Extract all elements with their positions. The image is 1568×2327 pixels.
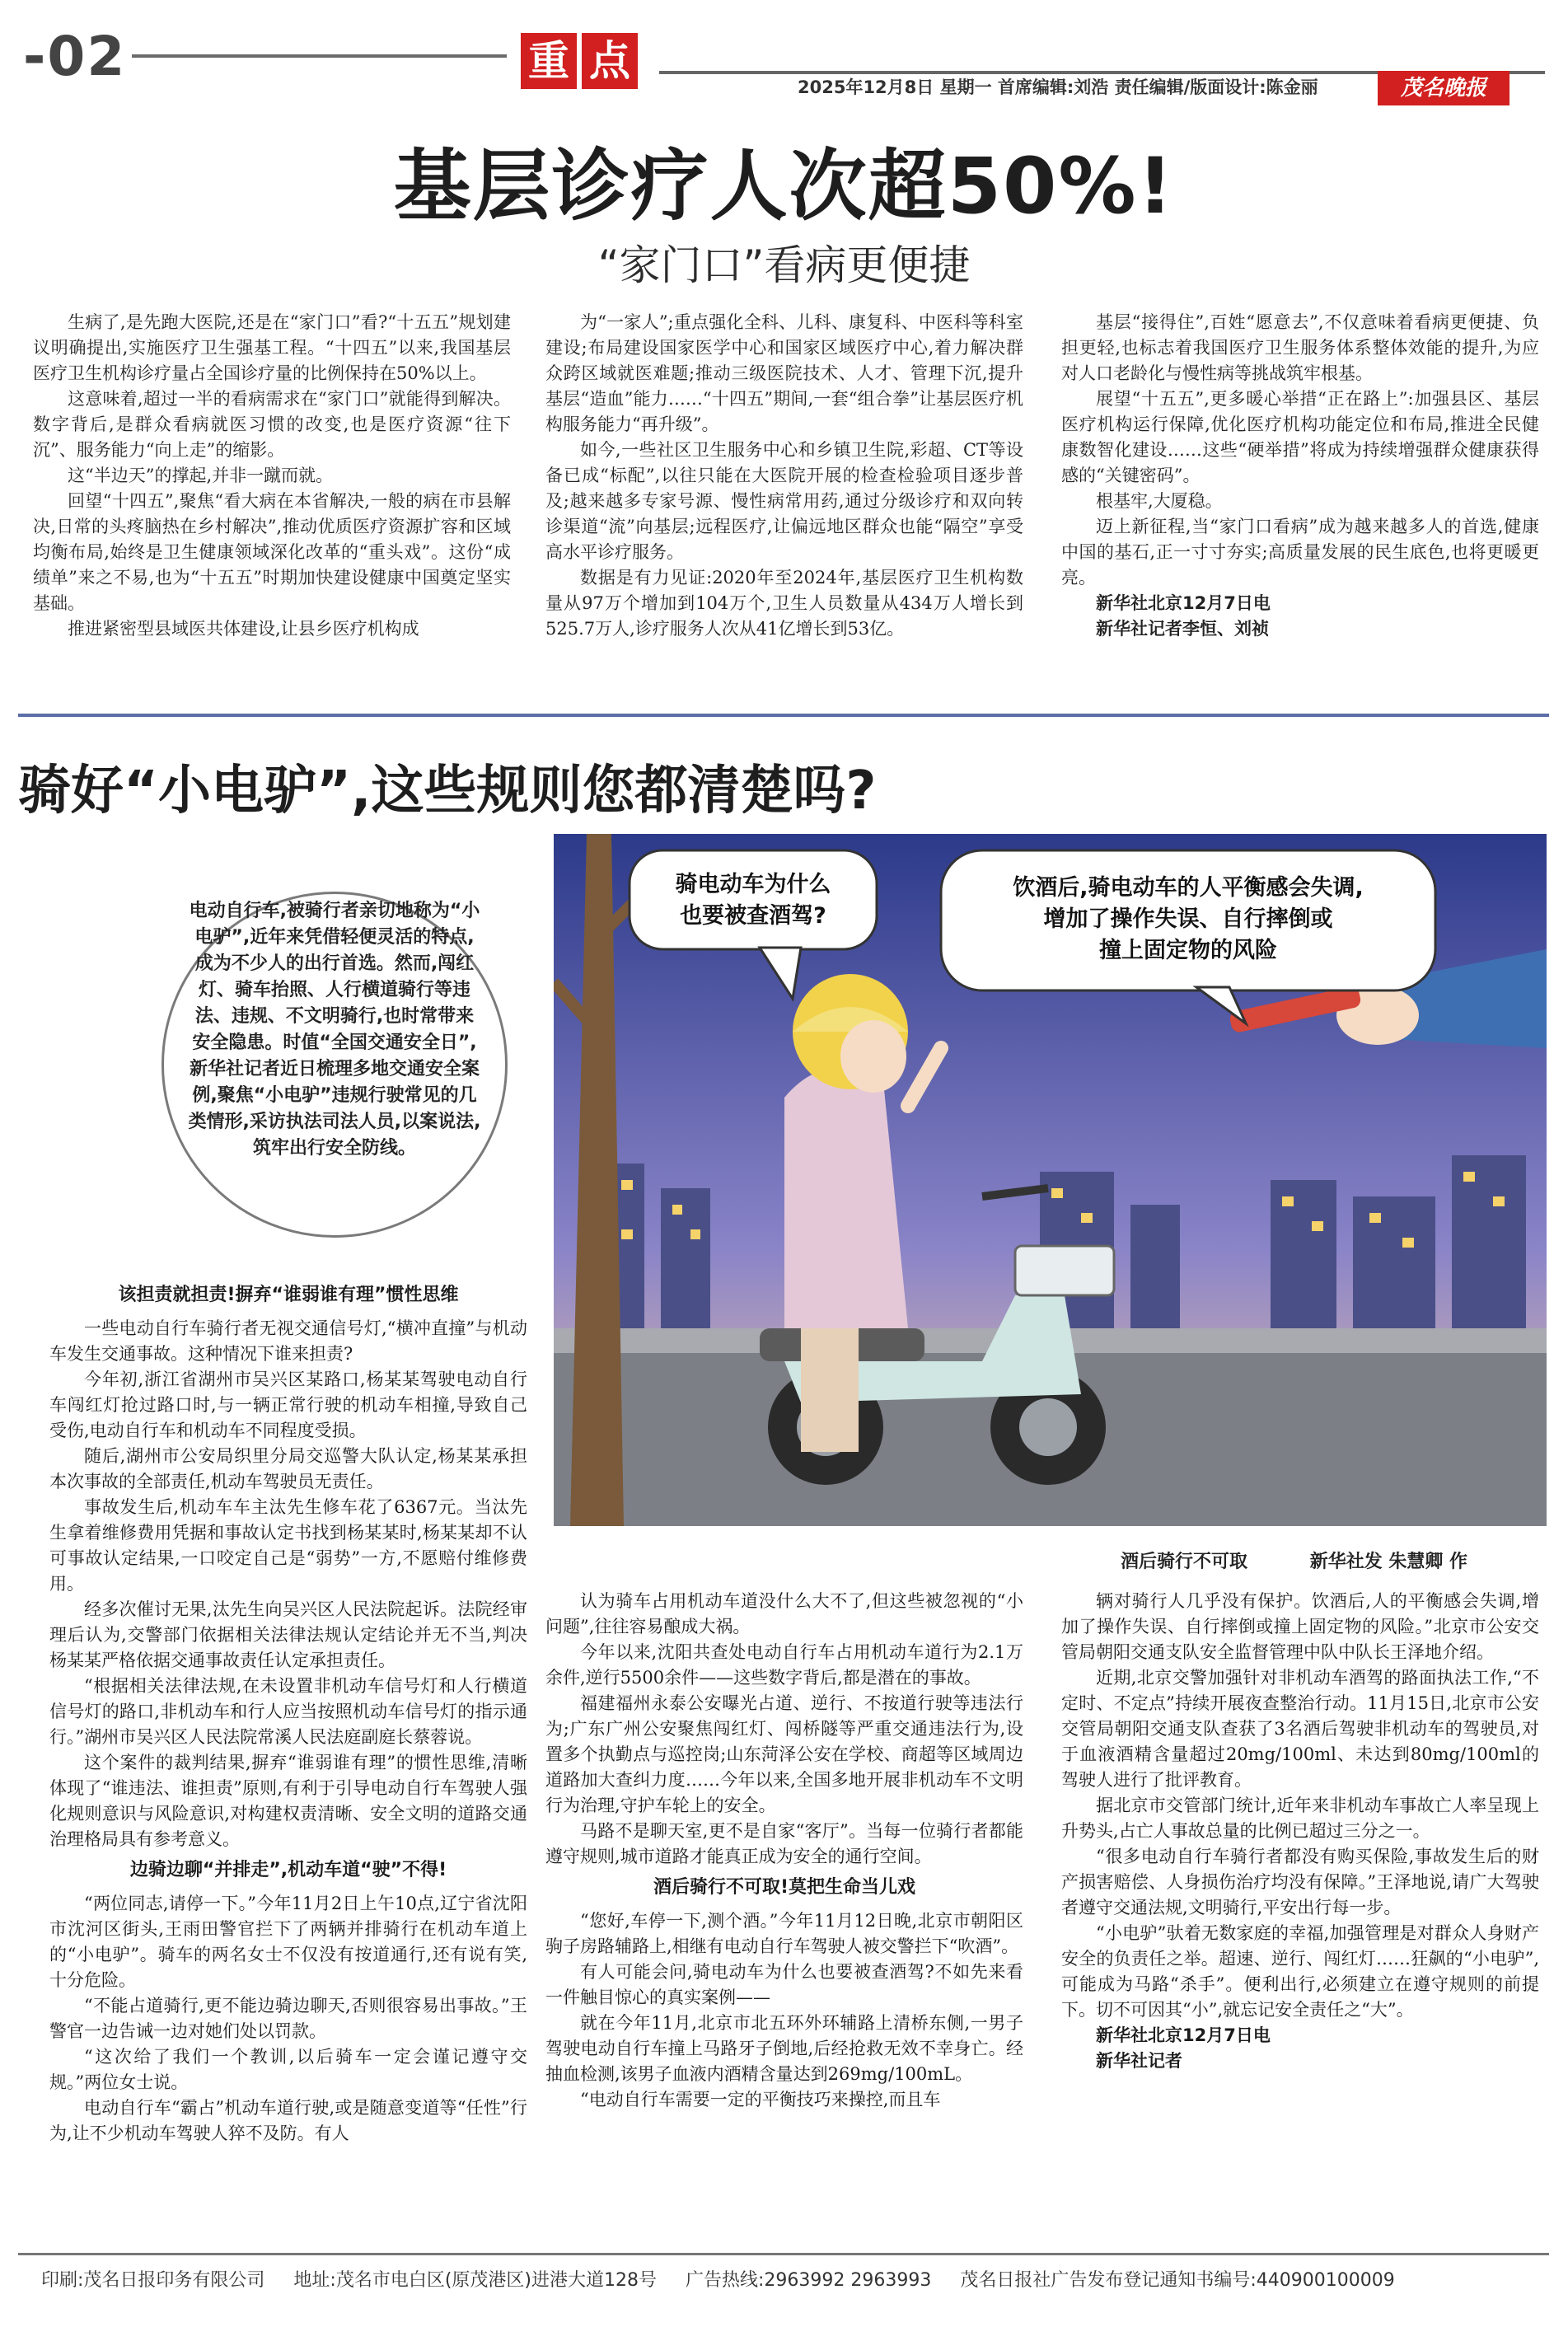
paragraph: “不能占道骑行,更不能边骑边聊天,否则很容易出事故。”王警官一边告诫一边对她们处以罚款。 — [49, 1996, 527, 2041]
cartoon-caption — [1121, 1547, 1524, 1573]
paragraph: 这个案件的裁判结果,摒弃“谁弱谁有理”的惯性思维,清晰体现了“谁违法、谁担责”原则,有利于引导电动自行车驾驶人强化规则意识与风险意识,对构建权责清晰、安全文明的道路交通治理格局具有参考意义。 — [49, 1753, 527, 1849]
article1-column-3 — [1061, 310, 1539, 672]
paragraph: 回望“十四五”,聚焦“看大病在本省解决,一般的病在市县解决,日常的头疼脑热在乡村解决”,推动优质医疗资源扩容和区域均衡布局,始终是卫生健康领域深化改革的“重头戏”。这份“成绩单”来之不易,也为“十五五”时期加快建设健康中国奠定坚实基础。 — [33, 491, 511, 613]
bubble-left-line1: 骑电动车为什么 — [675, 872, 831, 897]
paragraph: 为“一家人”;重点强化全科、儿科、康复科、中医科等科室建设;布局建设国家医学中心和国家区域医疗中心,着力解决群众跨区域就医难题;推动三级医院技术、人才、管理下沉,提升基层“造血”能力……“十四五”期间,一套“组合拳”让基层医疗机构服务能力“再升级”。 — [545, 312, 1023, 434]
paragraph: 推进紧密型县域医共体建设,让县乡医疗机构成 — [68, 619, 419, 639]
paragraph: “很多电动自行车骑行者都没有购买保险,事故发生后的财产损害赔偿、人身损伤治疗均没有保障。”王泽地说,请广大驾驶者遵守交通法规,文明骑行,平安出行每一步。 — [1061, 1847, 1539, 1917]
article2-column-middle — [545, 1589, 1023, 2240]
intro-text: 电动自行车,被骑行者亲切地称为“小电驴”,近年来凭借轻便灵活的特点,成为不少人的出行首选。然而,闯红灯、骑车抬照、人行横道骑行等违法、违规、不文明骑行,也时常带来安全隐患。时值“全国交通安全日”,新华社记者近日梳理多地交通安全案例,聚焦“小电驴”违规行驶常见的几类情形,采访执法司法人员,以案说法,筑牢出行安全防线。 — [188, 901, 481, 1159]
paragraph: 有人可能会问,骑电动车为什么也要被查酒驾?不如先来看一件触目惊心的真实案例—— — [545, 1962, 1023, 2007]
section-char-2: 点 — [582, 33, 638, 89]
section-subhead: 该担责就担责!摒弃“谁弱谁有理”惯性思维 — [118, 1285, 459, 1305]
article1-byline: 新华社记者李恒、刘祯 — [1096, 619, 1269, 639]
paragraph: 这意味着,超过一半的看病需求在“家门口”就能得到解决。数字背后,是群众看病就医习惯的改变,也是医疗资源“往下沉”、服务能力“向上走”的缩影。 — [33, 389, 511, 460]
bubble-right-line3: 撞上固定物的风险 — [1099, 938, 1277, 963]
paragraph: “电动自行车需要一定的平衡技巧来操控,而且车 — [580, 2090, 941, 2109]
paragraph: “两位同志,请停一下。”今年11月2日上午10点,辽宁省沈阳市沈河区街头,王雨田警官拦下了两辆并排骑行在机动车道上的“小电驴”。骑车的两名女士不仅没有按道通行,还有说有笑,十分危险。 — [49, 1894, 527, 1990]
article1-column-2 — [545, 310, 1023, 672]
article2-dateline: 新华社北京12月7日电 — [1096, 2025, 1271, 2045]
footer-address: 地址:茂名市电白区(原茂港区)进港大道128号 — [293, 2270, 657, 2291]
paragraph: 今年以来,沈阳共查处电动自行车占用机动车道行为2.1万余件,逆行5500余件——这些数字背后,都是潜在的事故。 — [545, 1642, 1023, 1688]
paragraph: 随后,湖州市公安局织里分局交巡警大队认定,杨某某承担本次事故的全部责任,机动车驾驶员无责任。 — [49, 1446, 527, 1491]
footer-printer: 印刷:茂名日报印务有限公司 — [41, 2270, 265, 2291]
header-rule-left — [132, 54, 507, 58]
paragraph: 根基牢,大厦稳。 — [1096, 491, 1223, 511]
article1-headline: 基层诊疗人次超50%! — [393, 142, 1175, 232]
paragraph: 基层“接得住”,百姓“愿意去”,不仅意味着看病更便捷、负担更轻,也标志着我国医疗卫生服务体系整体效能的提升,为应对人口老龄化与慢性病等挑战筑牢根基。 — [1061, 312, 1539, 383]
paragraph: 认为骑车占用机动车道没什么大不了,但这些被忽视的“小问题”,往往容易酿成大祸。 — [545, 1591, 1023, 1636]
page-footer — [41, 2266, 1541, 2292]
paragraph: 经多次催讨无果,汰先生向吴兴区人民法院起诉。法院经审理后认为,交警部门依据相关法律法规认定结论并无不当,判决杨某某严格依据交通事故责任认定承担责任。 — [49, 1599, 527, 1670]
article-divider — [18, 714, 1549, 717]
paragraph: 据北京市交管部门统计,近年来非机动车事故亡人率呈现上升势头,占亡人事故总量的比例已超过三分之一。 — [1061, 1796, 1539, 1841]
article1-dateline: 新华社北京12月7日电 — [1096, 593, 1271, 613]
paragraph: 福建福州永泰公安曝光占道、逆行、不按道行驶等违法行为;广东广州公安聚焦闯红灯、闯桥隧等严重交通违法行为,设置多个执勤点与巡控岗;山东菏泽公安在学校、商超等区域周边道路加大查纠力度……今年以来,全国多地开展非机动车不文明行为治理,守护车轮上的安全。 — [545, 1693, 1023, 1815]
paragraph: 展望“十五五”,更多暖心举措“正在路上”:加强县区、基层医疗机构运行保障,优化医疗机构功能定位和布局,推进全民健康数智化建设……这些“硬举措”将成为持续增强群众健康获得感的“关键密码”。 — [1061, 389, 1539, 485]
paragraph: 这“半边天”的撑起,并非一蹴而就。 — [68, 466, 334, 485]
page-number: -02 — [23, 25, 127, 88]
paragraph: “根据相关法律法规,在未设置非机动车信号灯和人行横道信号灯的路口,非机动车和行人应当按照机动车信号灯的指示通行。”湖州市吴兴区人民法院常溪人民法庭副庭长蔡蓉说。 — [49, 1676, 527, 1747]
section-char-1: 重 — [521, 33, 577, 89]
paragraph: “这次给了我们一个教训,以后骑车一定会谨记遵守交规。”两位女士说。 — [49, 2047, 527, 2092]
paragraph: “您好,车停一下,测个酒。”今年11月12日晚,北京市朝阳区驹子房路辅路上,相继有电动自行车驾驶人被交警拦下“吹酒”。 — [545, 1911, 1023, 1956]
paragraph: 事故发生后,机动车车主汰先生修车花了6367元。当汰先生拿着维修费用凭据和事故认定书找到杨某某时,杨某某却不认可事故认定结果,一口咬定自己是“弱势”一方,不愿赔付维修费用。 — [49, 1497, 527, 1594]
paragraph: 如今,一些社区卫生服务中心和乡镇卫生院,彩超、CT等设备已成“标配”,以往只能在大医院开展的检查检验项目逐步普及;越来越多专家号源、慢性病常用药,通过分级诊疗和双向转诊渠道“流”向基层;远程医疗,让偏远地区群众也能“隔空”享受高水平诊疗服务。 — [545, 440, 1023, 562]
paragraph: 生病了,是先跑大医院,还是在“家门口”看?“十五五”规划建议明确提出,实施医疗卫生强基工程。“十四五”以来,我国基层医疗卫生机构诊疗量占全国诊疗量的比例保持在50%以上。 — [33, 312, 511, 383]
paragraph: 一些电动自行车骑行者无视交通信号灯,“横冲直撞”与机动车发生交通事故。这种情况下谁来担责? — [49, 1318, 527, 1364]
page-header — [0, 0, 1568, 124]
article2-column-right — [1061, 1589, 1539, 2240]
paragraph: 今年初,浙江省湖州市吴兴区某路口,杨某某驾驶电动自行车闯红灯抢过路口时,与一辆正常行驶的机动车相撞,导致自己受伤,电动自行车和机动车不同程度受损。 — [49, 1370, 527, 1440]
caption-credit: 新华社发 朱慧卿 作 — [1309, 1552, 1468, 1572]
paragraph: 迈上新征程,当“家门口看病”成为越来越多人的首选,健康中国的基石,正一寸寸夯实;高质量发展的民生底色,也将更暖更亮。 — [1061, 517, 1539, 588]
paragraph: 马路不是聊天室,更不是自家“客厅”。当每一位骑行者都能遵守规则,城市道路才能真正成为安全的通行空间。 — [545, 1821, 1023, 1866]
article1-subheadline: “家门口”看病更便捷 — [597, 241, 971, 289]
section-subhead: 边骑边聊“并排走”,机动车道“驶”不得! — [129, 1860, 447, 1880]
paragraph: 数据是有力见证:2020年至2024年,基层医疗卫生机构数量从97万个增加到104万个,卫生人员数量从434万人增长到525.7万人,诊疗服务人次从41亿增长到53亿。 — [545, 568, 1023, 639]
paragraph: “小电驴”驮着无数家庭的幸福,加强管理是对群众人身财产安全的负责任之举。超速、逆行、闯红灯……狂飙的“小电驴”,可能成为马路“杀手”。便利出行,必须建立在遵守规则的前提下。切不可因其“小”,就忘记安全责任之“大”。 — [1061, 1923, 1539, 2020]
paragraph: 就在今年11月,北京市北五环外环辅路上清桥东侧,一男子驾驶电动自行车撞上马路牙子倒地,后经抢救无效不幸身亡。经抽血检测,该男子血液内酒精含量达到269mg/100mL。 — [545, 2013, 1023, 2084]
section-subhead: 酒后骑行不可取!莫把生命当儿戏 — [653, 1877, 916, 1898]
article2-byline: 新华社记者 — [1096, 2051, 1182, 2071]
bubble-right-line2: 增加了操作失误、自行摔倒或 — [1043, 906, 1333, 932]
footer-hotline: 广告热线:2963992 2963993 — [686, 2270, 932, 2291]
article2-column-left — [49, 1277, 527, 2233]
paragraph: 近期,北京交警加强针对非机动车酒驾的路面执法工作,“不定时、不定点”持续开展夜查整治行动。11月15日,北京市公安交管局朝阳交通支队查获了3名酒后驾驶非机动车的驾驶员,对于血液酒精含量超过20mg/100ml、未达到80mg/100ml的驾驶人进行了批评教育。 — [1061, 1668, 1539, 1790]
issue-info: 2025年12月8日 星期一 首席编辑:刘浩 责任编辑/版面设计:陈金丽 — [798, 77, 1318, 97]
bubble-left-line2: 也要被查酒驾? — [680, 903, 826, 929]
masthead-logo: 茂名晚报 — [1378, 71, 1509, 105]
paragraph: 电动自行车“霸占”机动车道行驶,或是随意变道等“任性”行为,让不少机动车驾驶人猝不及防。有人 — [49, 2098, 527, 2143]
article1-column-1 — [33, 310, 511, 672]
article2-headline: 骑好“小电驴”,这些规则您都清楚吗? — [18, 761, 877, 822]
footer-rule — [18, 2253, 1549, 2255]
bubble-right-line1: 饮酒后,骑电动车的人平衡感会失调, — [1013, 875, 1364, 901]
section-tag — [521, 23, 644, 96]
caption-title: 酒后骑行不可取 — [1121, 1552, 1248, 1572]
paragraph: 辆对骑行人几乎没有保护。饮酒后,人的平衡感会失调,增加了操作失误、自行摔倒或撞上固定物的风险。”北京市公安交管局朝阳交通支队安全监督管理中队中队长王泽地介绍。 — [1061, 1591, 1539, 1662]
cartoon-illustration — [554, 834, 1547, 1526]
footer-license: 茂名日报社广告发布登记通知书编号:440900100009 — [960, 2270, 1395, 2291]
